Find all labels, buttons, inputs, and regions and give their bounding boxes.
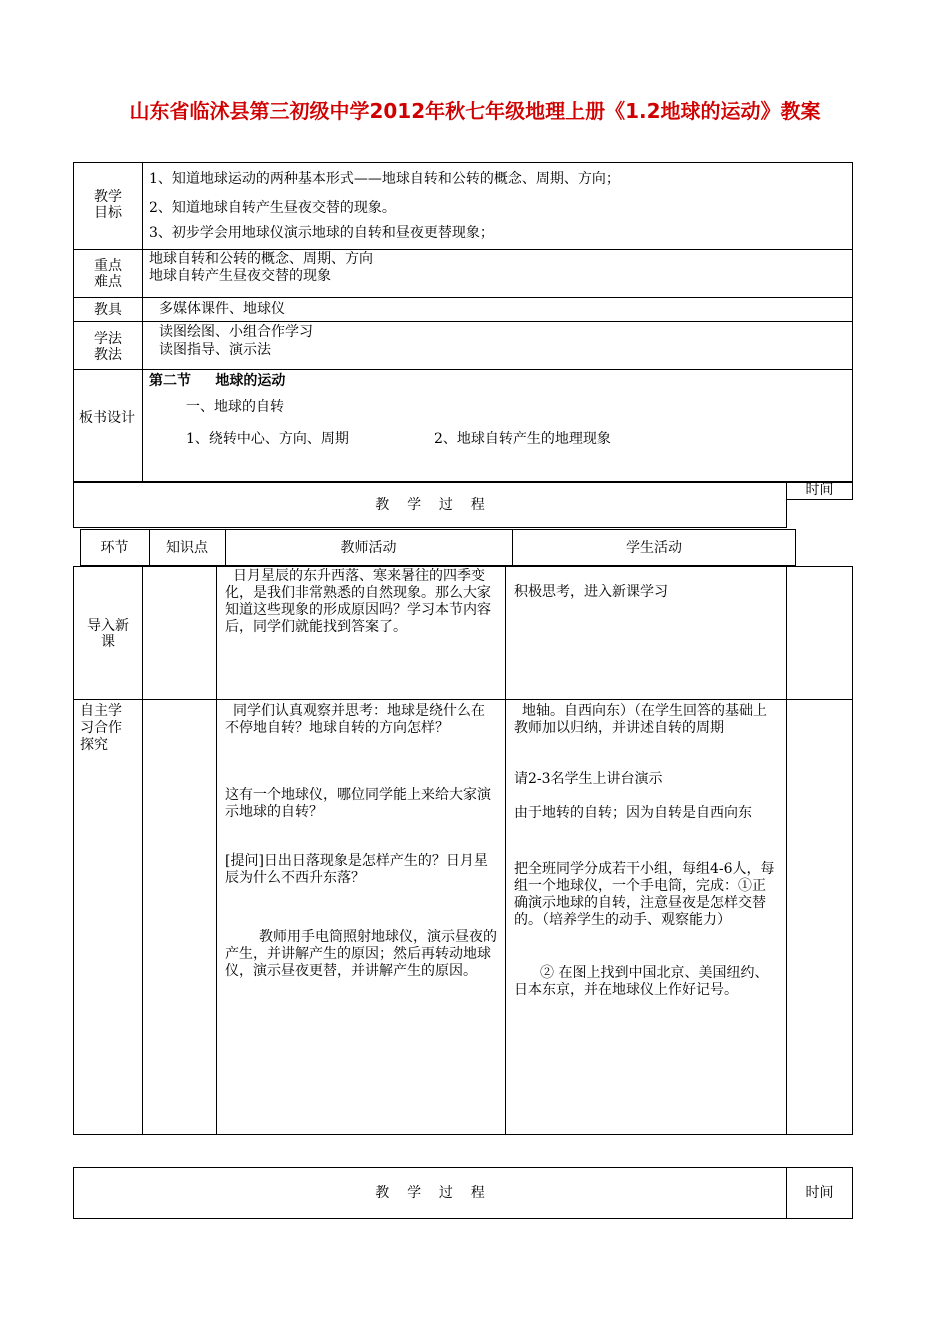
col-teacher: 教师活动: [340, 540, 397, 556]
student-activity: 把全班同学分成若干小组，每组4-6人，每组一个地球仪，一个手电筒，完成：①正确演示地球的自转，注意昼夜是怎样交替的。（培养学生的动手、观察能力）: [514, 861, 775, 928]
process-title-2: 教 学 过 程: [375, 1185, 485, 1201]
teacher-activity: 教师用手电筒照射地球仪，演示昼夜的产生，并讲解产生的原因；然后再转动地球仪，演示昼夜更替，并讲解产生的原因。: [225, 929, 497, 979]
board-item: 2、地球自转产生的地理现象: [434, 431, 611, 447]
time-header-2: 时间: [805, 1185, 834, 1201]
method-item: 读图绘图、小组合作学习: [159, 324, 313, 340]
process-body-table: [73, 566, 853, 1135]
tools-label: 教具: [94, 302, 122, 318]
teacher-activity: [提问]日出日落现象是怎样产生的？日月星辰为什么不西升东落？: [225, 853, 488, 886]
teacher-activity: 日月星辰的东升西落、寒来暑往的四季变化，是我们非常熟悉的自然现象。那么大家知道这些现象的形成原因吗？学习本节内容后，同学们就能找到答案了。: [225, 568, 491, 635]
goal-item: 2、知道地球自转产生昼夜交替的现象。: [149, 200, 396, 216]
key-points-label: 重点难点: [94, 258, 122, 290]
goal-item: 1、知道地球运动的两种基本形式——地球自转和公转的概念、周期、方向；: [149, 171, 620, 187]
board-item: 1、绕转中心、方向、周期: [186, 431, 349, 447]
time-header: 时间: [805, 482, 834, 498]
student-activity: 由于地转的自转；因为自转是自西向东: [514, 805, 752, 821]
student-activity: ② 在图上找到中国北京、美国纽约、日本东京，并在地球仪上作好记号。: [514, 965, 769, 998]
col-step: 环节: [100, 540, 129, 556]
process-title: 教 学 过 程: [375, 497, 485, 513]
board-subheading: 一、地球的自转: [186, 399, 284, 415]
col-student: 学生活动: [626, 540, 682, 556]
goals-label: 教学目标: [94, 189, 122, 221]
board-heading: 第二节 地球的运动: [149, 373, 286, 389]
method-item: 读图指导、演示法: [159, 342, 271, 358]
col-knowledge: 知识点: [166, 540, 208, 556]
key-point: 地球自转和公转的概念、周期、方向: [149, 251, 373, 267]
row-step: 自主学习合作探究: [80, 703, 122, 753]
page-title: 山东省临沭县第三初级中学2012年秋七年级地理上册《1.2地球的运动》教案: [129, 99, 821, 123]
goal-item: 3、初步学会用地球仪演示地球的自转和昼夜更替现象；: [149, 225, 494, 241]
teacher-activity: 同学们认真观察并思考：地球是绕什么在不停地自转？地球自转的方向怎样？: [225, 703, 485, 736]
tools-value: 多媒体课件、地球仪: [159, 301, 285, 317]
board-label: 板书设计: [79, 410, 135, 426]
teacher-activity: 这有一个地球仪，哪位同学能上来给大家演示地球的自转？: [225, 787, 491, 820]
student-activity: 积极思考，进入新课学习: [514, 584, 668, 600]
method-label: 学法教法: [94, 331, 122, 363]
key-point: 地球自转产生昼夜交替的现象: [149, 268, 331, 284]
row-step: 导入新课: [87, 618, 129, 650]
student-activity: 请2-3名学生上讲台演示: [514, 771, 663, 787]
student-activity: 地轴。自西向东）（在学生回答的基础上教师加以归纳，并讲述自转的周期: [514, 703, 767, 736]
